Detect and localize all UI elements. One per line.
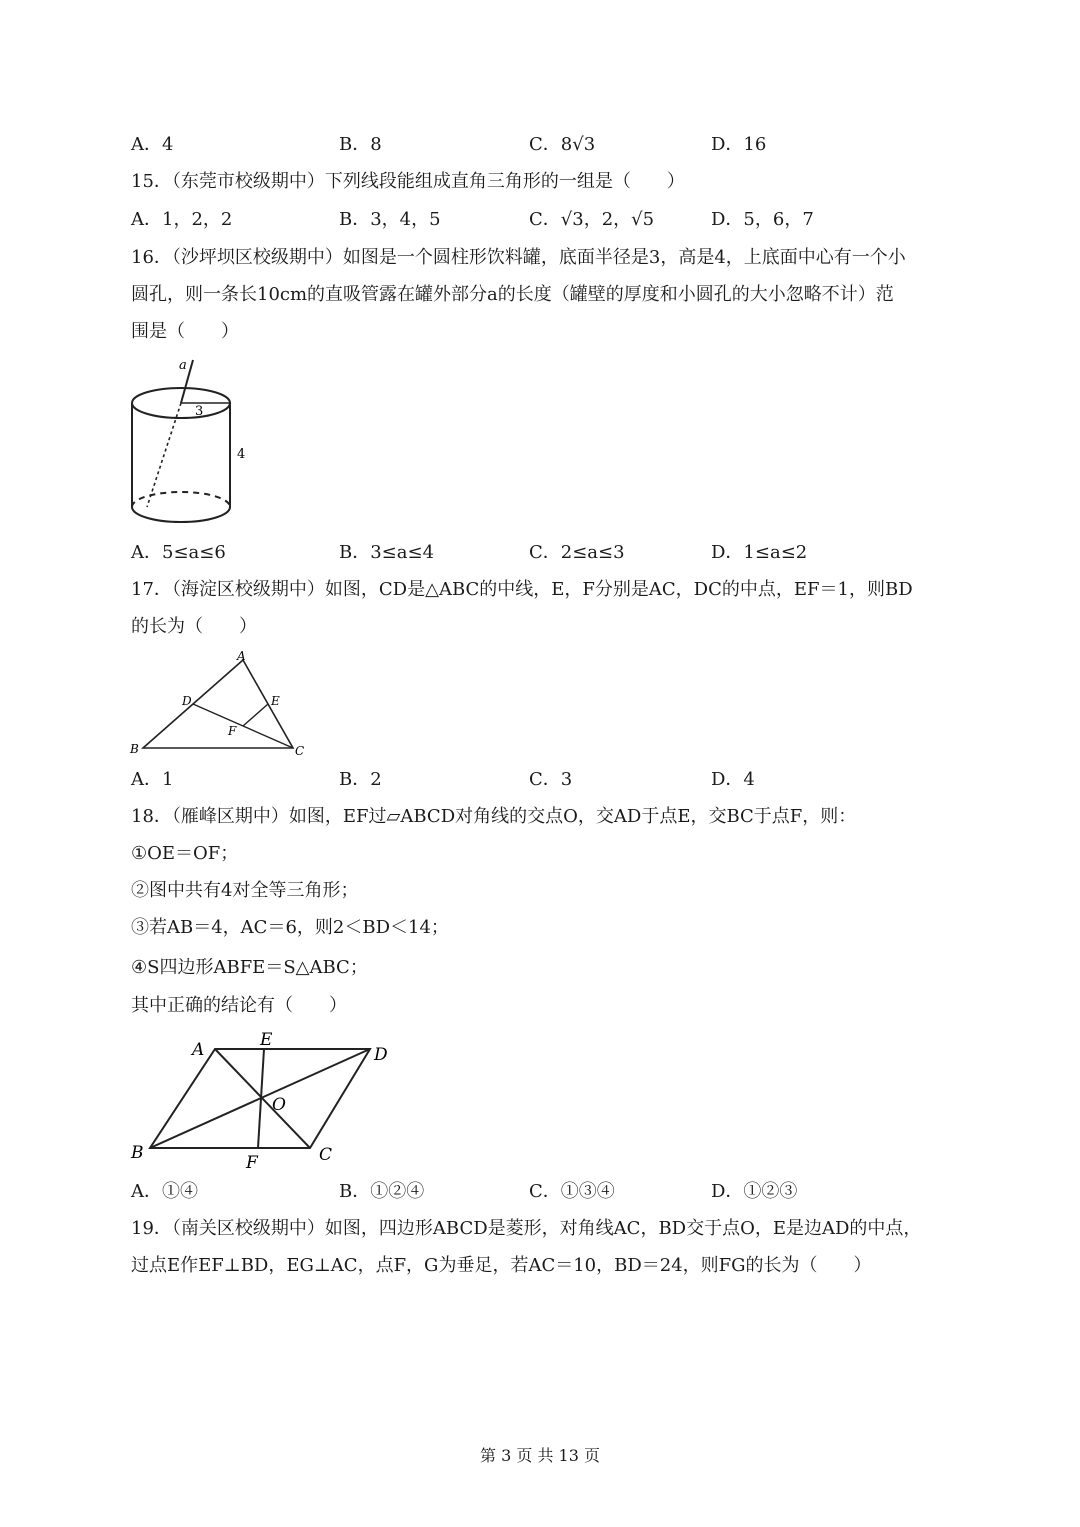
label-D: D	[374, 1045, 388, 1065]
page-footer: 第 3 页 共 13 页	[480, 1446, 600, 1465]
cylinder-bottom-front	[132, 507, 230, 522]
segment-ef	[243, 704, 268, 726]
q18-parallelogram-figure	[125, 1028, 395, 1176]
q18-statement-3: ③若AB＝4，AC＝6，则2＜BD＜14；	[131, 917, 449, 938]
q16-option-d[interactable]: D．1≤a≤2	[711, 542, 808, 563]
q17-stem-line-2: 的长为（ ）	[131, 616, 257, 637]
label-O: O	[272, 1095, 286, 1115]
q15-option-a[interactable]: A．1，2，2	[131, 209, 233, 230]
q17-option-a[interactable]: A．1	[131, 769, 174, 790]
label-E: E	[271, 694, 280, 708]
q14-option-d[interactable]: D．16	[711, 134, 767, 155]
q15-stem: 15．（东莞市校级期中）下列线段能组成直角三角形的一组是（ ）	[131, 171, 685, 192]
label-A: A	[237, 649, 246, 663]
q16-option-b[interactable]: B．3≤a≤4	[339, 542, 435, 563]
q17-stem-line-1: 17．（海淀区校级期中）如图，CD是△ABC的中线，E，F分别是AC，DC的中点，EF＝1，则BD	[131, 579, 913, 600]
cylinder-bottom-back	[132, 492, 230, 507]
q18-option-d[interactable]: D．①②③	[711, 1181, 798, 1202]
q15-option-b[interactable]: B．3，4，5	[339, 209, 441, 230]
q17-option-d[interactable]: D．4	[711, 769, 755, 790]
q14-option-b[interactable]: B．8	[339, 134, 382, 155]
label-D: D	[182, 694, 192, 708]
q17-option-b[interactable]: B．2	[339, 769, 382, 790]
label-F: F	[246, 1153, 258, 1173]
q19-stem-line-2: 过点E作EF⊥BD，EG⊥AC，点F，G为垂足，若AC＝10，BD＝24，则FG的长为（ ）	[131, 1255, 872, 1276]
q17-triangle-figure	[125, 645, 315, 763]
q16-cylinder-figure	[125, 350, 265, 535]
q19-stem-line-1: 19．（南关区校级期中）如图，四边形ABCD是菱形，对角线AC，BD交于点O，E是边AD的中点，	[131, 1218, 922, 1239]
q18-option-c[interactable]: C．①③④	[529, 1181, 615, 1202]
label-height: 4	[237, 447, 246, 462]
label-C: C	[319, 1145, 333, 1165]
q17-option-c[interactable]: C．3	[529, 769, 573, 790]
q16-option-a[interactable]: A．5≤a≤6	[131, 542, 226, 563]
label-E: E	[260, 1030, 273, 1050]
q15-option-d[interactable]: D．5，6，7	[711, 209, 814, 230]
label-B: B	[131, 1143, 144, 1163]
q16-stem-line-3: 围是（ ）	[131, 321, 239, 342]
q16-option-c[interactable]: C．2≤a≤3	[529, 542, 625, 563]
q18-stem: 18．（雁峰区期中）如图，EF过▱ABCD对角线的交点O，交AD于点E，交BC于点F，则：	[131, 806, 857, 827]
q16-stem-line-1: 16．（沙坪坝区校级期中）如图是一个圆柱形饮料罐，底面半径是3，高是4，上底面中心有一个小	[131, 247, 906, 268]
label-a: a	[179, 358, 187, 373]
q18-option-a[interactable]: A．①④	[131, 1181, 198, 1202]
q18-question: 其中正确的结论有（ ）	[131, 995, 347, 1016]
q18-option-b[interactable]: B．①②④	[339, 1181, 425, 1202]
label-F: F	[228, 724, 237, 738]
q15-option-c[interactable]: C．√3，2，√5	[529, 209, 655, 230]
q14-option-a[interactable]: A．4	[131, 134, 174, 155]
q16-stem-line-2: 圆孔，则一条长10cm的直吸管露在罐外部分a的长度（罐壁的厚度和小圆孔的大小忽略不计）范	[131, 284, 894, 305]
q18-statement-4: ④S四边形ABFE＝S△ABC；	[131, 957, 368, 978]
label-B: B	[130, 742, 139, 756]
q18-statement-2: ②图中共有4对全等三角形；	[131, 880, 359, 901]
label-C: C	[295, 744, 305, 758]
label-radius: 3	[195, 404, 204, 419]
q18-statement-1: ①OE＝OF；	[131, 843, 239, 864]
q14-option-c[interactable]: C．8√3	[529, 134, 596, 155]
label-A: A	[192, 1040, 205, 1060]
